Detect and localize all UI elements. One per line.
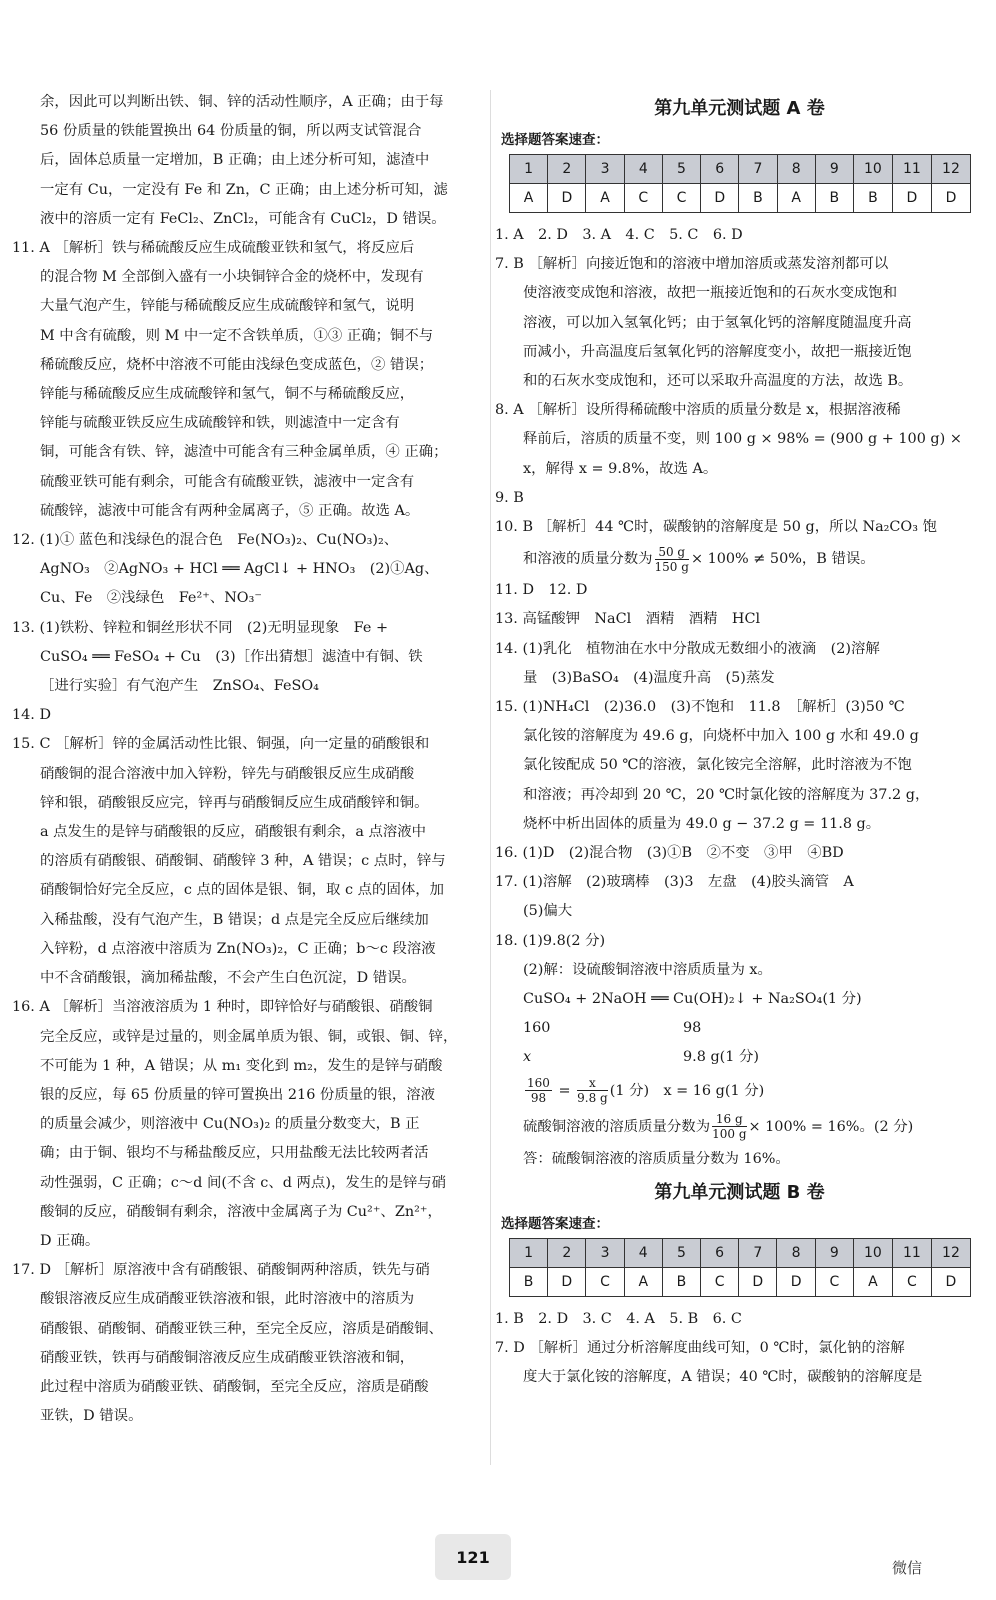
q10-text-post: × 100% ≠ 50%，B 错误。 (690, 551, 875, 568)
proportion-left (525, 1076, 552, 1105)
testB-answer-cell: D (739, 1267, 777, 1296)
testB-question-number: 2 (548, 1238, 586, 1267)
proportion-line: $\frac{160}{98}$ = $\frac{x}{9.8 g}$ (1 分) x = 16 g(1 分) (527, 1076, 765, 1106)
testB-question-number: 7 (739, 1238, 777, 1267)
text-line-l27: 的溶质有硝酸银、硝酸铜、硝酸锌 3 种，A 错误；c 点时，锌与 (40, 853, 446, 870)
text-line-r32: 度大于氯化铵的溶解度，A 错误；40 ℃时，碳酸钠的溶解度是 (523, 1369, 923, 1386)
text-line-l3: 后，固体总质量一定增加，B 正确；由上述分析可知，滤渣中 (40, 152, 430, 169)
text-line-l25: 锌和银，硝酸银反应完，锌再与硝酸铜反应生成硝酸锌和铜。 (40, 794, 429, 811)
testB-answer-cell: C (815, 1267, 853, 1296)
q10-text-pre: 和溶液的质量分数为 (523, 551, 653, 568)
text-line-l31: 中不含硝酸银，滴加稀盐酸，不会产生白色沉淀，D 错误。 (40, 970, 416, 987)
q10-fraction-den: 150 g (654, 559, 689, 574)
text-line-r26: (2)解：设硫酸铜溶液中溶质质量为 x。 (523, 961, 772, 978)
text-line-l38: 动性强弱，C 正确；c～d 间(不含 c、d 两点)，发生的是锌与硝 (40, 1174, 447, 1191)
text-line-l6: 11. A ［解析］铁与稀硫酸反应生成硫酸亚铁和氢气，将反应后 (12, 240, 415, 257)
text-line-l30: 入锌粉，d 点溶液中溶质为 Zn(NO₃)₂，C 正确；b～c 段溶液 (40, 940, 436, 957)
text-line-l9: M 中含有硫酸，则 M 中一定不含铁单质，①③ 正确；铜不与 (40, 327, 434, 344)
text-line-r17: 15. (1)NH₄Cl (2)36.0 (3)不饱和 11.8 ［解析］(3)50 ℃ (495, 699, 905, 716)
q10-fraction-line (495, 542, 984, 576)
testB-question-number: 1 (510, 1238, 548, 1267)
testA-answer-cell: B (853, 184, 892, 213)
text-line-l10: 稀硫酸反应，烧杯中溶液不可能由浅绿色变成蓝色，② 错误； (40, 356, 434, 373)
text-line-l28: 硝酸铜恰好完全反应，c 点的固体是银、铜，取 c 点的固体，加 (40, 882, 445, 899)
testB-question-number: 3 (586, 1238, 624, 1267)
eq-mass-cuoh2: 98 (683, 1020, 702, 1037)
text-line-l18: Cu、Fe ②浅绿色 Fe²⁺、NO₃⁻ (40, 590, 262, 607)
testA-answer-cell: D (892, 184, 931, 213)
eq-row-1 (495, 1014, 984, 1043)
testB-answer-cell: B (510, 1267, 548, 1296)
text-line-r15: 14. (1)乳化 植物油在水中分散成无数细小的液滴 (2)溶解 (495, 640, 880, 657)
conc-post: × 100% = 16%。(2 分) (748, 1118, 914, 1135)
testA-question-number: 3 (586, 155, 624, 184)
text-line-l22: 14. D (12, 707, 51, 724)
text-line-l42: 酸银溶液反应生成硝酸亚铁溶液和银，此时溶液中的溶质为 (40, 1291, 415, 1308)
text-line-l4: 一定有 Cu，一定没有 Fe 和 Zn，C 正确；由上述分析可知，滤 (40, 181, 448, 198)
text-line-r9: x，解得 x = 9.8%，故选 A。 (523, 460, 718, 477)
test-b-answer-table (509, 1238, 971, 1297)
testB-answer-cell: D (777, 1267, 815, 1296)
text-line-l12: 锌能与硫酸亚铁反应生成硫酸锌和铁，则滤渣中一定含有 (40, 415, 400, 432)
text-line-r23: 17. (1)溶解 (2)玻璃棒 (3)3 左盘 (4)胶头滴管 A (495, 874, 854, 891)
text-line-l39: 酸铜的反应，硝酸铜有剩余，溶液中金属离子为 Cu²⁺、Zn²⁺， (40, 1203, 442, 1220)
eq-var-x: x (523, 1049, 532, 1066)
text-line-l1: 余，因此可以判断出铁、铜、锌的活动性顺序，A 正确；由于每 (40, 94, 444, 110)
text-line-r31: 7. D ［解析］通过分析溶解度曲线可知，0 ℃时，氯化钠的溶解 (495, 1340, 905, 1357)
text-line-l24: 硝酸铜的混合溶液中加入锌粉，锌先与硝酸银反应生成硝酸 (40, 765, 415, 782)
text-line-r18: 氯化铵的溶解度为 49.6 g，向烧杯中加入 100 g 水和 49.0 g (523, 728, 919, 745)
text-line-l29: 入稀盐酸，没有气泡产生，B 错误；d 点是完全反应后继续加 (40, 911, 429, 928)
text-line-r16: 量 (3)BaSO₄ (4)温度升高 (5)蒸发 (523, 669, 775, 686)
text-line-r30: 1. B 2. D 3. C 4. A 5. B 6. C (495, 1310, 742, 1327)
testB-question-number: 12 (931, 1238, 970, 1267)
testA-answer-cell: A (510, 184, 548, 213)
conc-num: 16 g (712, 1112, 746, 1127)
testB-question-number: 10 (853, 1238, 892, 1267)
testB-question-number: 9 (815, 1238, 853, 1267)
testA-question-number: 4 (624, 155, 662, 184)
text-line-l15: 硫酸锌，滤液中可能含有两种金属离子，⑤ 正确。故选 A。 (40, 502, 420, 519)
text-line-r13: 11. D 12. D (495, 582, 588, 599)
testB-question-number: 6 (700, 1238, 738, 1267)
text-line-l26: a 点发生的是锌与硝酸银的反应，硝酸银有剩余，a 点溶液中 (40, 824, 427, 841)
text-line-l13: 铜，可能含有铁、锌，滤渣中可能含有三种金属单质，④ 正确； (40, 444, 448, 461)
testA-question-number: 12 (931, 155, 970, 184)
test-b-quick-label: 选择题答案速查： (501, 1215, 609, 1232)
test-a-title: 第九单元测试题 A 卷 (654, 98, 825, 119)
text-line-l45: 此过程中溶质为硝酸亚铁、硝酸铜，至完全反应，溶质是硝酸 (40, 1378, 429, 1395)
text-line-l21: ［进行实验］有气泡产生 ZnSO₄、FeSO₄ (40, 678, 319, 695)
text-line-r5: 而减小，升高温度后氢氧化钙的溶解度变小，故把一瓶接近饱 (523, 343, 912, 360)
testB-answer-cell: C (586, 1267, 624, 1296)
testA-answer-cell: A (777, 184, 815, 213)
text-line-l44: 硝酸亚铁，铁再与硝酸铜溶液反应生成硝酸亚铁溶液和铜， (40, 1349, 415, 1366)
testB-answer-cell: D (931, 1267, 970, 1296)
proportion-right (577, 1076, 608, 1105)
text-line-l2: 56 份质量的铁能置换出 64 份质量的铜，所以两支试管混合 (40, 123, 422, 140)
eq-var-mass: 9.8 g(1 分) (683, 1049, 760, 1066)
testB-answer-cell: C (892, 1267, 931, 1296)
test-a-answer-table (509, 154, 971, 213)
text-line-l20: CuSO₄ ══ FeSO₄ + Cu (3)［作出猜想］滤渣中有铜、铁 (40, 648, 423, 665)
testA-question-number: 7 (739, 155, 777, 184)
text-line-l23: 15. C ［解析］锌的金属活动性比银、铜强，向一定量的硝酸银和 (12, 736, 430, 753)
q10-fraction (655, 545, 689, 574)
text-line-r21: 烧杯中析出固体的质量为 49.0 g − 37.2 g = 11.8 g。 (523, 815, 881, 832)
text-line-r8: 释前后，溶质的质量不变，则 100 g × 98% = (900 g + 100 g) × (523, 431, 962, 448)
testB-question-number: 8 (777, 1238, 815, 1267)
prop-d1: 98 (530, 1091, 547, 1106)
conc-pre: 硫酸铜溶液的溶质质量分数为 (523, 1118, 711, 1135)
testA-answer-cell: A (586, 184, 624, 213)
testB-answer-cell: B (662, 1267, 700, 1296)
text-line-r25: 18. (1)9.8(2 分) (495, 932, 606, 949)
text-line-r1: 1. A 2. D 3. A 4. C 5. C 6. D (495, 227, 743, 243)
text-line-r20: 和溶液；再冷却到 20 ℃，20 ℃时氯化铵的溶解度为 37.2 g， (523, 786, 930, 803)
testA-answer-cell: C (662, 184, 700, 213)
prop-post: (1 分) x = 16 g(1 分) (609, 1082, 765, 1099)
text-line-l40: D 正确。 (40, 1232, 100, 1249)
testA-answer-cell: B (739, 184, 777, 213)
testA-answer-cell: D (701, 184, 739, 213)
testB-question-number: 4 (624, 1238, 662, 1267)
text-line-l41: 17. D ［解析］原溶液中含有硝酸银、硝酸铜两种溶质，铁先与硝 (12, 1262, 430, 1279)
eq-mass-cuso4: 160 (523, 1020, 551, 1037)
text-line-r11: 10. B ［解析］44 ℃时，碳酸钠的溶解度是 50 g，所以 Na₂CO₃ 饱 (495, 519, 937, 536)
page-number: 121 (435, 1534, 511, 1580)
text-line-l11: 锌能与稀硫酸反应生成硫酸锌和氢气，铜不与稀硫酸反应， (40, 386, 415, 403)
corner-brand-text: 微信 (892, 1559, 923, 1577)
text-line-r22: 16. (1)D (2)混合物 (3)①B ②不变 ③甲 ④BD (495, 845, 844, 862)
text-line-l43: 硝酸银、硝酸铜、硝酸亚铁三种，至完全反应，溶质是硝酸铜、 (40, 1320, 443, 1337)
testA-question-number: 5 (662, 155, 700, 184)
text-line-r19: 氯化铵配成 50 ℃的溶液，氯化铵完全溶解，此时溶液为不饱 (523, 757, 912, 774)
text-line-r6: 和的石灰水变成饱和，还可以采取升高温度的方法，故选 B。 (523, 373, 913, 390)
text-line-l37: 确；由于铜、银均不与稀盐酸反应，只用盐酸无法比较两者活 (40, 1145, 429, 1162)
text-line-r7: 8. A ［解析］设所得稀硫酸中溶质的质量分数是 x，根据溶液稀 (495, 402, 901, 419)
text-line-l33: 完全反应，或锌是过量的，则金属单质为银、铜，或银、铜、锌， (40, 1028, 458, 1045)
testB-answer-cell: A (624, 1267, 662, 1296)
testA-answer-cell: C (624, 184, 662, 213)
testA-answer-cell: D (931, 184, 970, 213)
testB-answer-cell: C (700, 1267, 738, 1296)
testA-question-number: 10 (853, 155, 892, 184)
testB-question-number: 11 (892, 1238, 931, 1267)
left-column (12, 88, 490, 1431)
test-b-title: 第九单元测试题 B 卷 (654, 1181, 825, 1203)
concentration-line (495, 1109, 984, 1145)
prop-n2: x (577, 1076, 608, 1091)
text-line-l14: 硫酸亚铁可能有剩余，可能含有硫酸亚铁，滤液中一定含有 (40, 473, 415, 490)
text-line-l19: 13. (1)铁粉、锌粒和铜丝形状不同 (2)无明显现象 Fe + (12, 619, 388, 636)
testA-question-number: 2 (548, 155, 586, 184)
testA-question-number: 8 (777, 155, 815, 184)
text-line-l46: 亚铁，D 错误。 (40, 1408, 143, 1425)
test-a-quick-label: 选择题答案速查： (501, 132, 609, 148)
text-line-l16: 12. (1)① 蓝色和浅绿色的混合色 Fe(NO₃)₂、Cu(NO₃)₂、 (12, 532, 399, 549)
text-line-r10: 9. B (495, 489, 524, 506)
text-line-l7: 的混合物 M 全部倒入盛有一小块铜锌合金的烧杯中，发现有 (40, 269, 424, 286)
testA-question-number: 9 (815, 155, 853, 184)
text-line-l17: AgNO₃ ②AgNO₃ + HCl ══ AgCl↓ + HNO₃ (2)①Ag、 (40, 561, 439, 578)
testA-question-number: 11 (892, 155, 931, 184)
prop-n1: 160 (527, 1076, 550, 1091)
text-line-r2: 7. B ［解析］向接近饱和的溶液中增加溶质或蒸发溶剂都可以 (495, 256, 889, 273)
text-line-r4: 溶液，可以加入氢氧化钙；由于氢氧化钙的溶解度随温度升高 (523, 314, 912, 331)
testA-question-number: 6 (701, 155, 739, 184)
conc-fraction (712, 1112, 746, 1141)
testA-question-number: 1 (510, 155, 548, 184)
testB-answer-cell: D (548, 1267, 586, 1296)
testB-answer-cell: A (853, 1267, 892, 1296)
text-line-l34: 不可能为 1 种，A 错误；从 m₁ 变化到 m₂，发生的是锌与硝酸 (40, 1057, 443, 1074)
text-line-l35: 银的反应，每 65 份质量的锌可置换出 216 份质量的银，溶液 (40, 1086, 436, 1103)
text-line-l32: 16. A ［解析］当溶液溶质为 1 种时，即锌恰好与硝酸银、硝酸铜 (12, 999, 433, 1016)
text-line-l8: 大量气泡产生，锌能与稀硫酸反应生成硫酸锌和氢气，说明 (40, 298, 415, 315)
testA-answer-cell: B (815, 184, 853, 213)
column-divider (490, 90, 491, 1465)
text-line-r27: CuSO₄ + 2NaOH ══ Cu(OH)₂↓ + Na₂SO₄(1 分) (523, 991, 862, 1008)
conc-den: 100 g (712, 1127, 747, 1142)
answer-line: 答：硫酸铜溶液的溶质质量分数为 16%。 (523, 1150, 790, 1167)
text-line-l5: 液中的溶质一定有 FeCl₂、ZnCl₂，可能含有 CuCl₂，D 错误。 (40, 210, 446, 227)
text-line-r3: 使溶液变成饱和溶液，故把一瓶接近饱和的石灰水变成饱和 (523, 285, 898, 302)
q10-fraction-num: 50 g (655, 545, 689, 560)
text-line-r24: (5)偏大 (523, 903, 573, 920)
right-column (495, 96, 984, 1393)
eq-row-2 (495, 1043, 984, 1072)
text-line-l36: 的质量会减少，则溶液中 Cu(NO₃)₂ 的质量分数变大，B 正 (40, 1116, 420, 1133)
text-line-r14: 13. 高锰酸钾 NaCl 酒精 酒精 HCl (495, 611, 761, 628)
testA-answer-cell: D (548, 184, 586, 213)
testB-question-number: 5 (662, 1238, 700, 1267)
prop-d2: 9.8 g (577, 1091, 608, 1106)
